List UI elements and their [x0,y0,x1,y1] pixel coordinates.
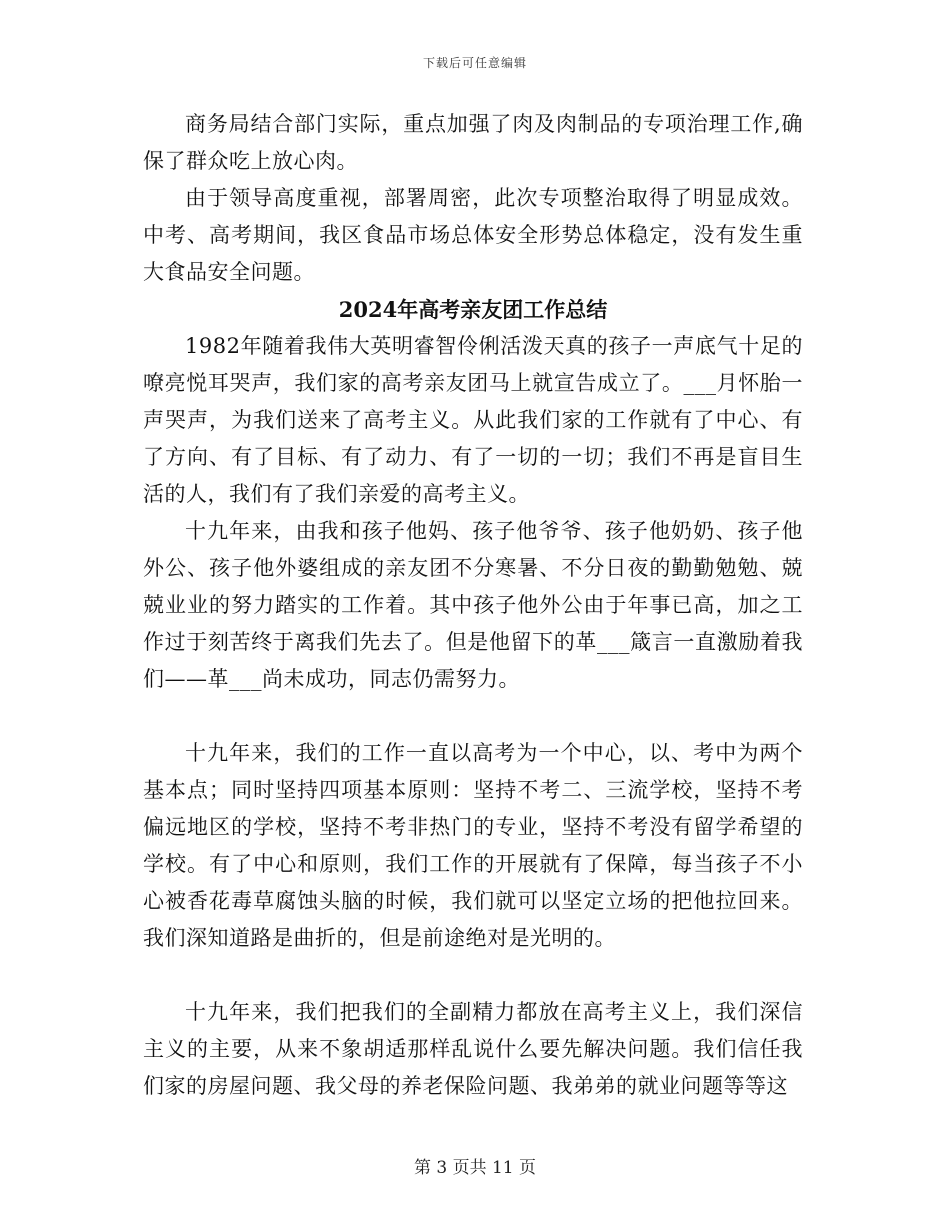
page-header: 下载后可任意编辑 [422,56,527,70]
paragraph-rectification-results: 由于领导高度重视，部署周密，此次专项整治取得了明显成效。中考、高考期间，我区食品市场总体安全形势总体稳定，没有发生重大食品安全问题。 [143,186,803,284]
page-number: 第 3 页共 11 页 [413,1158,537,1178]
section-title: 2024年高考亲友团工作总结 [338,297,608,322]
paragraph-founding: 1982年随着我伟大英明睿智伶俐活泼天真的孩子一声底气十足的嘹亮悦耳哭声，我们家的高考亲友团马上就宣告成立了。___月怀胎一声哭声，为我们送来了高考主义。从此我们家的工作就有了中心、有了方向、有了目标、有了动力、有了一切的一切；我们不再是盲目生活的人，我们有了我们亲爱的高考主义。 [143,334,803,506]
paragraph-meat-products: 商务局结合部门实际，重点加强了肉及肉制品的专项治理工作,确保了群众吃上放心肉。 [143,112,803,173]
paragraph-focus: 十九年来，我们把我们的全副精力都放在高考主义上，我们深信主义的主要，从来不象胡适那样乱说什么要先解决问题。我们信任我们家的房屋问题、我父母的养老保险问题、我弟弟的就业问题等等这 [143,1000,803,1098]
paragraph-principles: 十九年来，我们的工作一直以高考为一个中心，以、考中为两个基本点；同时坚持四项基本原则：坚持不考二、三流学校，坚持不考偏远地区的学校，坚持不考非热门的专业，坚持不考没有留学希望的学校。有了中心和原则，我们工作的开展就有了保障，每当孩子不小心被香花毒草腐蚀头脑的时候，我们就可以坚定立场的把他拉回来。我们深知道路是曲折的，但是前途绝对是光明的。 [143,741,803,950]
document-body [143,106,803,1105]
paragraph-members: 十九年来，由我和孩子他妈、孩子他爷爷、孩子他奶奶、孩子他外公、孩子他外婆组成的亲友团不分寒暑、不分日夜的勤勤勉勉、兢兢业业的努力踏实的工作着。其中孩子他外公由于年事已高，加之工作过于刻苦终于离我们先去了。但是他留下的革___箴言一直激励着我们——革___尚未成功，同志仍需努力。 [143,519,803,691]
